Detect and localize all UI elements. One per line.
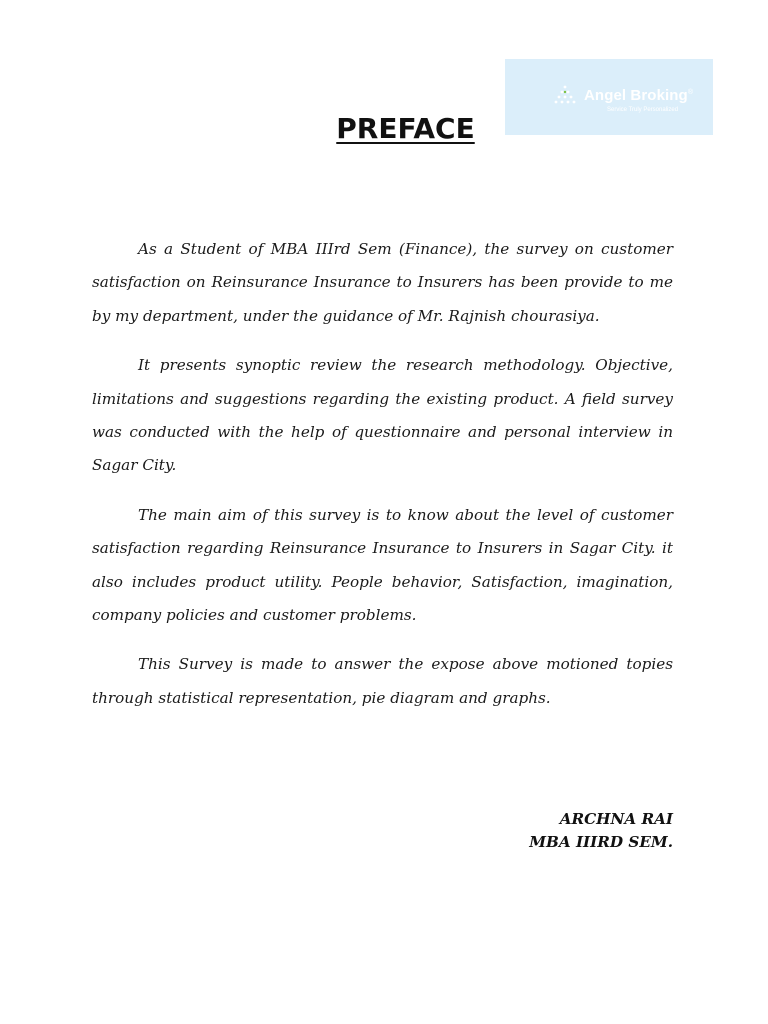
paragraph-3: The main aim of this survey is to know about the level of customer satisfaction regarding Reinsurance Insurance to Insurers in Sagar City. it also includes product utility. People behavior, Satisfaction, imagination, company policies and customer problems.: [92, 505, 673, 625]
paragraph-2: It presents synoptic review the research methodology. Objective, limitations and suggestions regarding the existing product. A field survey was conducted with the help of questionnaire and personal interview in Sagar City.: [92, 356, 673, 475]
signature-block: [529, 808, 673, 854]
author-name: ARCHNA RAI: [559, 810, 673, 828]
paragraph-1: As a Student of MBA IIIrd Sem (Finance), the survey on customer satisfaction on Reinsurance Insurance to Insurers has been provide to me by my department, under the guidance of Mr. Rajnish chourasiya.: [92, 240, 673, 325]
paragraph-4: This Survey is made to answer the expose above motioned topies through statistical representation, pie diagram and graphs.: [92, 655, 673, 707]
preface-body: [92, 233, 673, 731]
logo-tagline: Service Truly Personalized: [607, 107, 679, 113]
logo-name: Angel Broking®: [584, 87, 694, 104]
angel-broking-triangle-icon: [553, 84, 577, 106]
author-course: MBA IIIRD SEM.: [529, 833, 673, 851]
page-title: PREFACE: [336, 112, 475, 145]
